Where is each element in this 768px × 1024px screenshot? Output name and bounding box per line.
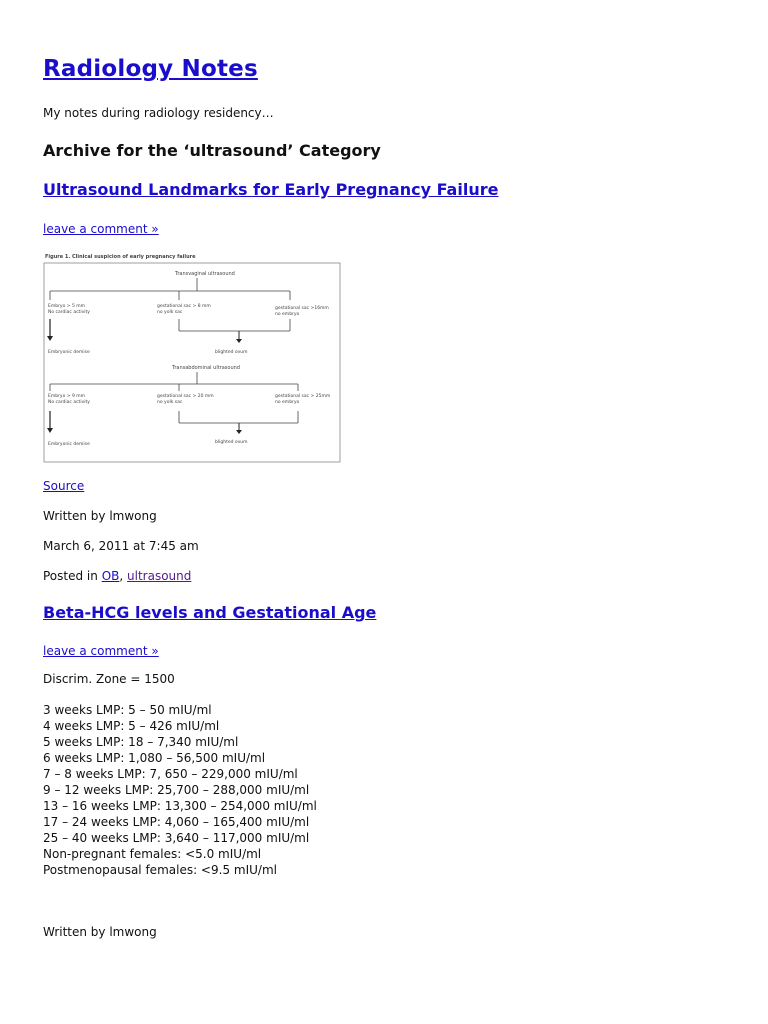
category-link-ob[interactable]: OB [101,569,120,583]
ta-header: Transabdominal ultrasound [172,365,240,371]
list-item: 17 – 24 weeks LMP: 4,060 – 165,400 mIU/ml [43,815,310,829]
list-item: Postmenopausal females: <9.5 mIU/ml [43,863,277,877]
list-item: 7 – 8 weeks LMP: 7, 650 – 229,000 mIU/ml [43,767,298,781]
tv-outcome-mid: blighted ovum [215,350,248,355]
figure-frame [44,263,340,462]
site-title-link[interactable]: Radiology Notes [43,56,258,82]
posted-in-label: Posted in [43,569,98,583]
ta-right-line2: no embryo [275,400,300,405]
source [43,479,84,493]
leave-comment [43,644,159,658]
ta-mid-line2: no yolk sac [157,400,183,405]
leave-comment [43,222,159,236]
source-link[interactable]: Source [43,479,85,493]
post1-date: March 6, 2011 at 7:45 am [43,539,199,553]
list-item: 25 – 40 weeks LMP: 3,640 – 117,000 mIU/ml [43,831,310,845]
category-link-ultrasound[interactable]: ultrasound [127,569,192,583]
leave-comment-link[interactable]: leave a comment » [43,644,159,658]
ta-outcome-mid: blighted ovum [215,440,248,445]
ta-outcome-left: Embryonic demise [48,442,90,447]
list-item: 4 weeks LMP: 5 – 426 mIU/ml [43,719,220,733]
tv-mid-line1: gestational sac > 8 mm [157,304,211,309]
post-title-link[interactable]: Beta-HCG levels and Gestational Age [43,603,377,622]
flowchart-diagram [43,251,343,463]
category-separator: , [119,569,128,583]
list-item: Non-pregnant females: <5.0 mIU/ml [43,847,262,861]
list-item: 6 weeks LMP: 1,080 – 56,500 mIU/ml [43,751,266,765]
site-description: My notes during radiology residency… [43,106,274,120]
tv-right-line1: gestational sac >16mm [275,306,329,311]
tv-mid-line2: no yolk sac [157,310,183,315]
archive-title: Archive for the ‘ultrasound’ Category [43,141,381,160]
ta-left-line2: No cardiac activity [48,400,90,405]
list-item: 13 – 16 weeks LMP: 13,300 – 254,000 mIU/ml [43,799,317,813]
list-item: 9 – 12 weeks LMP: 25,700 – 288,000 mIU/ml [43,783,310,797]
post-title-beta-hcg [43,603,376,622]
tv-outcome-left: Embryonic demise [48,350,90,355]
ta-left-line1: Embryo > 9 mm [48,394,86,399]
post1-categories [43,569,191,583]
post1-author: Written by lmwong [43,509,157,523]
tv-right-line2: no embryo [275,312,300,317]
post-title-ultrasound-landmarks [43,180,498,199]
figure-caption: Figure 1. Clinical suspicion of early pregnancy failure [45,254,196,260]
tv-left-line2: No cardiac activity [48,310,90,315]
post2-author: Written by lmwong [43,925,157,939]
pregnancy-failure-figure [43,251,343,463]
list-item: 3 weeks LMP: 5 – 50 mIU/ml [43,703,212,717]
ta-mid-line1: gestational sac > 20 mm [157,394,214,399]
site-title [43,56,258,82]
tv-left-line1: Embryo > 5 mm [48,304,86,309]
list-item: 5 weeks LMP: 18 – 7,340 mIU/ml [43,735,239,749]
ta-right-line1: gestational sac > 25mm [275,394,331,399]
leave-comment-link[interactable]: leave a comment » [43,222,159,236]
tv-header: Transvaginal ultrasound [175,271,235,277]
hcg-levels-list [43,702,317,878]
discrim-zone: Discrim. Zone = 1500 [43,672,175,686]
post-title-link[interactable]: Ultrasound Landmarks for Early Pregnancy Failure [43,180,499,199]
